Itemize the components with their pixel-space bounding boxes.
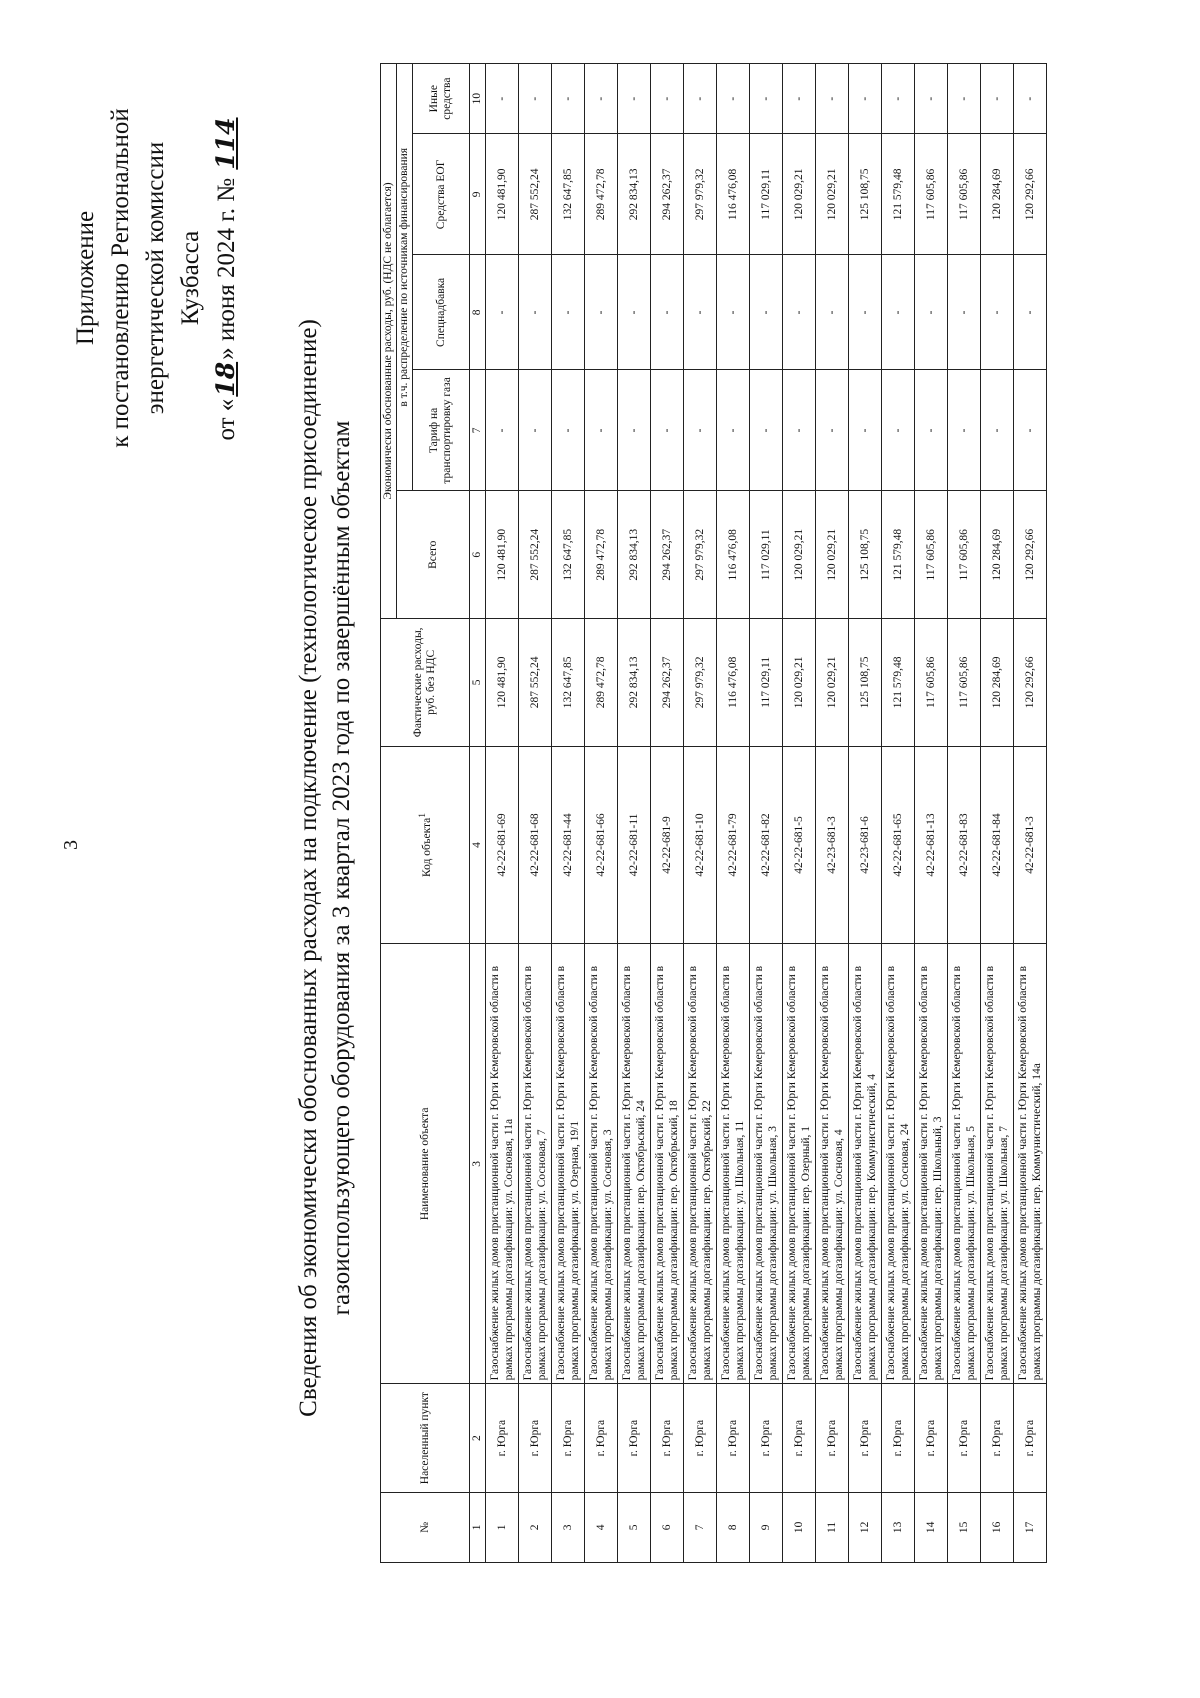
tariff-cell: - [981, 370, 1014, 491]
table-row [519, 64, 552, 1563]
header-settlement: Населенный пункт [381, 1384, 470, 1492]
object-name-cell: Газоснабжение жилых домов пристанционной части г. Юрги Кемеровской области в рамках программы догазификации: ул. Сосновая, 4 [816, 944, 849, 1384]
actual-cost-cell: 120 029,21 [816, 619, 849, 747]
table-row [486, 64, 519, 1563]
header-incl-group: в т.ч. распределение по источникам финансирования [397, 64, 413, 491]
object-code-cell: 42-22-681-9 [651, 746, 684, 944]
table-row [816, 64, 849, 1563]
other-funds-cell: - [750, 64, 783, 134]
object-name-cell: Газоснабжение жилых домов пристанционной части г. Юрги Кемеровской области в рамках программы догазификации: ул. Школьная, 11 [717, 944, 750, 1384]
row-number-cell: 16 [981, 1492, 1014, 1562]
col-number: 8 [470, 255, 486, 370]
col-number: 6 [470, 491, 486, 619]
other-funds-cell: - [486, 64, 519, 134]
actual-cost-cell: 297 979,32 [684, 619, 717, 747]
special-surcharge-cell: - [783, 255, 816, 370]
header-code-text: Код объекта [420, 817, 433, 878]
eog-funds-cell: 297 979,32 [684, 134, 717, 255]
header-total: Всего [397, 491, 470, 619]
eog-funds-cell: 292 834,13 [618, 134, 651, 255]
row-number-cell: 17 [1014, 1492, 1047, 1562]
table-row [552, 64, 585, 1563]
other-funds-cell: - [717, 64, 750, 134]
eog-funds-cell: 116 476,08 [717, 134, 750, 255]
object-code-cell: 42-22-681-84 [981, 746, 1014, 944]
other-funds-cell: - [816, 64, 849, 134]
settlement-cell: г. Юрга [618, 1384, 651, 1492]
settlement-cell: г. Юрга [816, 1384, 849, 1492]
object-code-cell: 42-22-681-5 [783, 746, 816, 944]
col-number: 2 [470, 1384, 486, 1492]
tariff-cell: - [519, 370, 552, 491]
title-line-1: Сведения об экономически обоснованных расходах на подключение (технологическое присоединение) [295, 319, 322, 1417]
total-cost-cell: 125 108,75 [849, 491, 882, 619]
row-number-cell: 1 [486, 1492, 519, 1562]
special-surcharge-cell: - [915, 255, 948, 370]
eog-funds-cell: 120 284,69 [981, 134, 1014, 255]
table-row [651, 64, 684, 1563]
row-number-cell: 9 [750, 1492, 783, 1562]
object-name-cell: Газоснабжение жилых домов пристанционной части г. Юрги Кемеровской области в рамках программы догазификации: ул. Сосновая, 7 [519, 944, 552, 1384]
special-surcharge-cell: - [1014, 255, 1047, 370]
tariff-cell: - [915, 370, 948, 491]
total-cost-cell: 120 292,66 [1014, 491, 1047, 619]
total-cost-cell: 117 605,86 [948, 491, 981, 619]
special-surcharge-cell: - [651, 255, 684, 370]
object-name-cell: Газоснабжение жилых домов пристанционной части г. Юрги Кемеровской области в рамках программы догазификации: пер. Коммунистический, 4 [849, 944, 882, 1384]
settlement-cell: г. Юрга [750, 1384, 783, 1492]
special-surcharge-cell: - [585, 255, 618, 370]
object-name-cell: Газоснабжение жилых домов пристанционной части г. Юрги Кемеровской области в рамках программы догазификации: пер. Октябрьский, 18 [651, 944, 684, 1384]
object-code-cell: 42-22-681-65 [882, 746, 915, 944]
row-number-cell: 10 [783, 1492, 816, 1562]
table-row [750, 64, 783, 1563]
special-surcharge-cell: - [552, 255, 585, 370]
eog-funds-cell: 120 292,66 [1014, 134, 1047, 255]
other-funds-cell: - [651, 64, 684, 134]
total-cost-cell: 297 979,32 [684, 491, 717, 619]
tariff-cell: - [651, 370, 684, 491]
table-row [618, 64, 651, 1563]
expenses-table [380, 63, 1047, 1563]
special-surcharge-cell: - [981, 255, 1014, 370]
table-row [849, 64, 882, 1563]
col-number: 4 [470, 746, 486, 944]
object-name-cell: Газоснабжение жилых домов пристанционной части г. Юрги Кемеровской области в рамках программы догазификации: ул. Школьная, 5 [948, 944, 981, 1384]
settlement-cell: г. Юрга [486, 1384, 519, 1492]
row-number-cell: 14 [915, 1492, 948, 1562]
other-funds-cell: - [618, 64, 651, 134]
object-name-cell: Газоснабжение жилых домов пристанционной части г. Юрги Кемеровской области в рамках программы догазификации: пер. Октябрьский, 22 [684, 944, 717, 1384]
eog-funds-cell: 294 262,37 [651, 134, 684, 255]
settlement-cell: г. Юрга [585, 1384, 618, 1492]
tariff-cell: - [783, 370, 816, 491]
total-cost-cell: 120 481,90 [486, 491, 519, 619]
header-code-footnote: 1 [417, 812, 429, 818]
other-funds-cell: - [684, 64, 717, 134]
object-code-cell: 42-22-681-10 [684, 746, 717, 944]
total-cost-cell: 132 647,85 [552, 491, 585, 619]
actual-cost-cell: 120 292,66 [1014, 619, 1047, 747]
actual-cost-cell: 292 834,13 [618, 619, 651, 747]
eog-funds-cell: 120 481,90 [486, 134, 519, 255]
eog-funds-cell: 287 552,24 [519, 134, 552, 255]
eog-funds-cell: 132 647,85 [552, 134, 585, 255]
table-row [1014, 64, 1047, 1563]
eog-funds-cell: 117 605,86 [915, 134, 948, 255]
tariff-cell: - [618, 370, 651, 491]
header-special: Спецнадбавка [413, 255, 470, 370]
row-number-cell: 8 [717, 1492, 750, 1562]
actual-cost-cell: 132 647,85 [552, 619, 585, 747]
document-title [292, 278, 358, 1458]
object-name-cell: Газоснабжение жилых домов пристанционной части г. Юрги Кемеровской области в рамках программы догазификации: ул. Сосновая, 3 [585, 944, 618, 1384]
settlement-cell: г. Юрга [849, 1384, 882, 1492]
table-row [585, 64, 618, 1563]
table-row [981, 64, 1014, 1563]
handwritten-day: 18 [211, 361, 240, 397]
actual-cost-cell: 116 476,08 [717, 619, 750, 747]
col-number: 10 [470, 64, 486, 134]
header-other: Иные средства [413, 64, 470, 134]
tariff-cell: - [849, 370, 882, 491]
header-code [381, 746, 470, 944]
appendix-line-4: Кузбасса [177, 230, 204, 326]
object-name-cell: Газоснабжение жилых домов пристанционной части г. Юрги Кемеровской области в рамках программы догазификации: ул. Озерная, 19/1 [552, 944, 585, 1384]
tariff-cell: - [684, 370, 717, 491]
special-surcharge-cell: - [750, 255, 783, 370]
eog-funds-cell: 120 029,21 [816, 134, 849, 255]
handwritten-number: 114 [211, 117, 240, 170]
settlement-cell: г. Юрга [882, 1384, 915, 1492]
table-body [486, 64, 1047, 1563]
actual-cost-cell: 294 262,37 [651, 619, 684, 747]
table-row [783, 64, 816, 1563]
actual-cost-cell: 117 605,86 [915, 619, 948, 747]
eog-funds-cell: 120 029,21 [783, 134, 816, 255]
row-number-cell: 7 [684, 1492, 717, 1562]
eog-funds-cell: 117 029,11 [750, 134, 783, 255]
other-funds-cell: - [552, 64, 585, 134]
row-number-cell: 5 [618, 1492, 651, 1562]
tariff-cell: - [552, 370, 585, 491]
col-number: 5 [470, 619, 486, 747]
object-name-cell: Газоснабжение жилых домов пристанционной части г. Юрги Кемеровской области в рамках программы догазификации: пер. Октябрьский, 24 [618, 944, 651, 1384]
total-cost-cell: 117 029,11 [750, 491, 783, 619]
table-header [381, 64, 486, 1563]
total-cost-cell: 117 605,86 [915, 491, 948, 619]
eog-funds-cell: 117 605,86 [948, 134, 981, 255]
object-code-cell: 42-22-681-82 [750, 746, 783, 944]
table-row [684, 64, 717, 1563]
col-number: 3 [470, 944, 486, 1384]
header-name: Наименование объекта [381, 944, 470, 1384]
tariff-cell: - [750, 370, 783, 491]
actual-cost-cell: 120 029,21 [783, 619, 816, 747]
special-surcharge-cell: - [618, 255, 651, 370]
tariff-cell: - [882, 370, 915, 491]
date-prefix: от « [213, 398, 240, 441]
other-funds-cell: - [948, 64, 981, 134]
table-row [717, 64, 750, 1563]
appendix-line-2: к постановлению Региональной [107, 108, 134, 448]
col-number: 7 [470, 370, 486, 491]
other-funds-cell: - [783, 64, 816, 134]
actual-cost-cell: 117 029,11 [750, 619, 783, 747]
settlement-cell: г. Юрга [651, 1384, 684, 1492]
appendix-block [68, 28, 244, 528]
object-code-cell: 42-22-681-68 [519, 746, 552, 944]
total-cost-cell: 287 552,24 [519, 491, 552, 619]
settlement-cell: г. Юрга [915, 1384, 948, 1492]
object-code-cell: 42-22-681-69 [486, 746, 519, 944]
table-row [948, 64, 981, 1563]
header-econ-group: Экономически обоснованные расходы, руб. (НДС не облагается) [381, 64, 397, 619]
special-surcharge-cell: - [717, 255, 750, 370]
page-number: 3 [60, 840, 82, 850]
settlement-cell: г. Юрга [981, 1384, 1014, 1492]
object-code-cell: 42-22-681-79 [717, 746, 750, 944]
tariff-cell: - [717, 370, 750, 491]
header-eog: Средства ЕОГ [413, 134, 470, 255]
settlement-cell: г. Юрга [519, 1384, 552, 1492]
object-name-cell: Газоснабжение жилых домов пристанционной части г. Юрги Кемеровской области в рамках программы догазификации: ул. Школьная, 3 [750, 944, 783, 1384]
settlement-cell: г. Юрга [552, 1384, 585, 1492]
row-number-cell: 3 [552, 1492, 585, 1562]
object-code-cell: 42-22-681-83 [948, 746, 981, 944]
settlement-cell: г. Юрга [684, 1384, 717, 1492]
total-cost-cell: 116 476,08 [717, 491, 750, 619]
other-funds-cell: - [915, 64, 948, 134]
row-number-cell: 11 [816, 1492, 849, 1562]
total-cost-cell: 292 834,13 [618, 491, 651, 619]
date-middle: » июня 2024 г. № [213, 177, 240, 360]
row-number-cell: 13 [882, 1492, 915, 1562]
settlement-cell: г. Юрга [717, 1384, 750, 1492]
row-number-cell: 15 [948, 1492, 981, 1562]
actual-cost-cell: 117 605,86 [948, 619, 981, 747]
column-number-row [470, 64, 486, 1563]
tariff-cell: - [1014, 370, 1047, 491]
total-cost-cell: 120 029,21 [816, 491, 849, 619]
actual-cost-cell: 289 472,78 [585, 619, 618, 747]
other-funds-cell: - [981, 64, 1014, 134]
eog-funds-cell: 125 108,75 [849, 134, 882, 255]
object-name-cell: Газоснабжение жилых домов пристанционной части г. Юрги Кемеровской области в рамках программы догазификации: пер. Озерный, 1 [783, 944, 816, 1384]
other-funds-cell: - [849, 64, 882, 134]
actual-cost-cell: 121 579,48 [882, 619, 915, 747]
object-name-cell: Газоснабжение жилых домов пристанционной части г. Юрги Кемеровской области в рамках программы догазификации: ул. Сосновая, 11а [486, 944, 519, 1384]
total-cost-cell: 121 579,48 [882, 491, 915, 619]
header-actual: Фактические расходы, руб. без НДС [381, 619, 470, 747]
special-surcharge-cell: - [882, 255, 915, 370]
title-line-2: газоиспользующего оборудования за 3 квартал 2023 года по завершённым объектам [328, 420, 355, 1316]
row-number-cell: 6 [651, 1492, 684, 1562]
other-funds-cell: - [585, 64, 618, 134]
tariff-cell: - [948, 370, 981, 491]
actual-cost-cell: 125 108,75 [849, 619, 882, 747]
total-cost-cell: 294 262,37 [651, 491, 684, 619]
total-cost-cell: 120 284,69 [981, 491, 1014, 619]
actual-cost-cell: 120 284,69 [981, 619, 1014, 747]
eog-funds-cell: 289 472,78 [585, 134, 618, 255]
header-tariff: Тариф на транспортировку газа [413, 370, 470, 491]
col-number: 9 [470, 134, 486, 255]
object-name-cell: Газоснабжение жилых домов пристанционной части г. Юрги Кемеровской области в рамках программы догазификации: пер. Коммунистический, 14а [1014, 944, 1047, 1384]
special-surcharge-cell: - [684, 255, 717, 370]
object-code-cell: 42-22-681-13 [915, 746, 948, 944]
table-row [882, 64, 915, 1563]
actual-cost-cell: 287 552,24 [519, 619, 552, 747]
object-name-cell: Газоснабжение жилых домов пристанционной части г. Юрги Кемеровской области в рамках программы догазификации: ул. Сосновая, 24 [882, 944, 915, 1384]
appendix-line-3: энергетической комиссии [142, 141, 169, 415]
row-number-cell: 4 [585, 1492, 618, 1562]
header-num: № [381, 1492, 470, 1562]
other-funds-cell: - [1014, 64, 1047, 134]
other-funds-cell: - [519, 64, 552, 134]
tariff-cell: - [585, 370, 618, 491]
object-code-cell: 42-22-681-44 [552, 746, 585, 944]
object-code-cell: 42-23-681-3 [816, 746, 849, 944]
actual-cost-cell: 120 481,90 [486, 619, 519, 747]
special-surcharge-cell: - [849, 255, 882, 370]
settlement-cell: г. Юрга [1014, 1384, 1047, 1492]
appendix-date-line [208, 28, 244, 528]
total-cost-cell: 289 472,78 [585, 491, 618, 619]
eog-funds-cell: 121 579,48 [882, 134, 915, 255]
total-cost-cell: 120 029,21 [783, 491, 816, 619]
object-name-cell: Газоснабжение жилых домов пристанционной части г. Юрги Кемеровской области в рамках программы догазификации: пер. Школьный, 3 [915, 944, 948, 1384]
special-surcharge-cell: - [519, 255, 552, 370]
object-code-cell: 42-22-681-11 [618, 746, 651, 944]
special-surcharge-cell: - [486, 255, 519, 370]
tariff-cell: - [486, 370, 519, 491]
object-code-cell: 42-22-681-3 [1014, 746, 1047, 944]
table-row [915, 64, 948, 1563]
row-number-cell: 12 [849, 1492, 882, 1562]
special-surcharge-cell: - [948, 255, 981, 370]
other-funds-cell: - [882, 64, 915, 134]
appendix-line-1: Приложение [72, 210, 99, 346]
object-name-cell: Газоснабжение жилых домов пристанционной части г. Юрги Кемеровской области в рамках программы догазификации: ул. Школьная, 7 [981, 944, 1014, 1384]
row-number-cell: 2 [519, 1492, 552, 1562]
settlement-cell: г. Юрга [783, 1384, 816, 1492]
col-number: 1 [470, 1492, 486, 1562]
object-code-cell: 42-22-681-66 [585, 746, 618, 944]
settlement-cell: г. Юрга [948, 1384, 981, 1492]
tariff-cell: - [816, 370, 849, 491]
special-surcharge-cell: - [816, 255, 849, 370]
object-code-cell: 42-23-681-6 [849, 746, 882, 944]
